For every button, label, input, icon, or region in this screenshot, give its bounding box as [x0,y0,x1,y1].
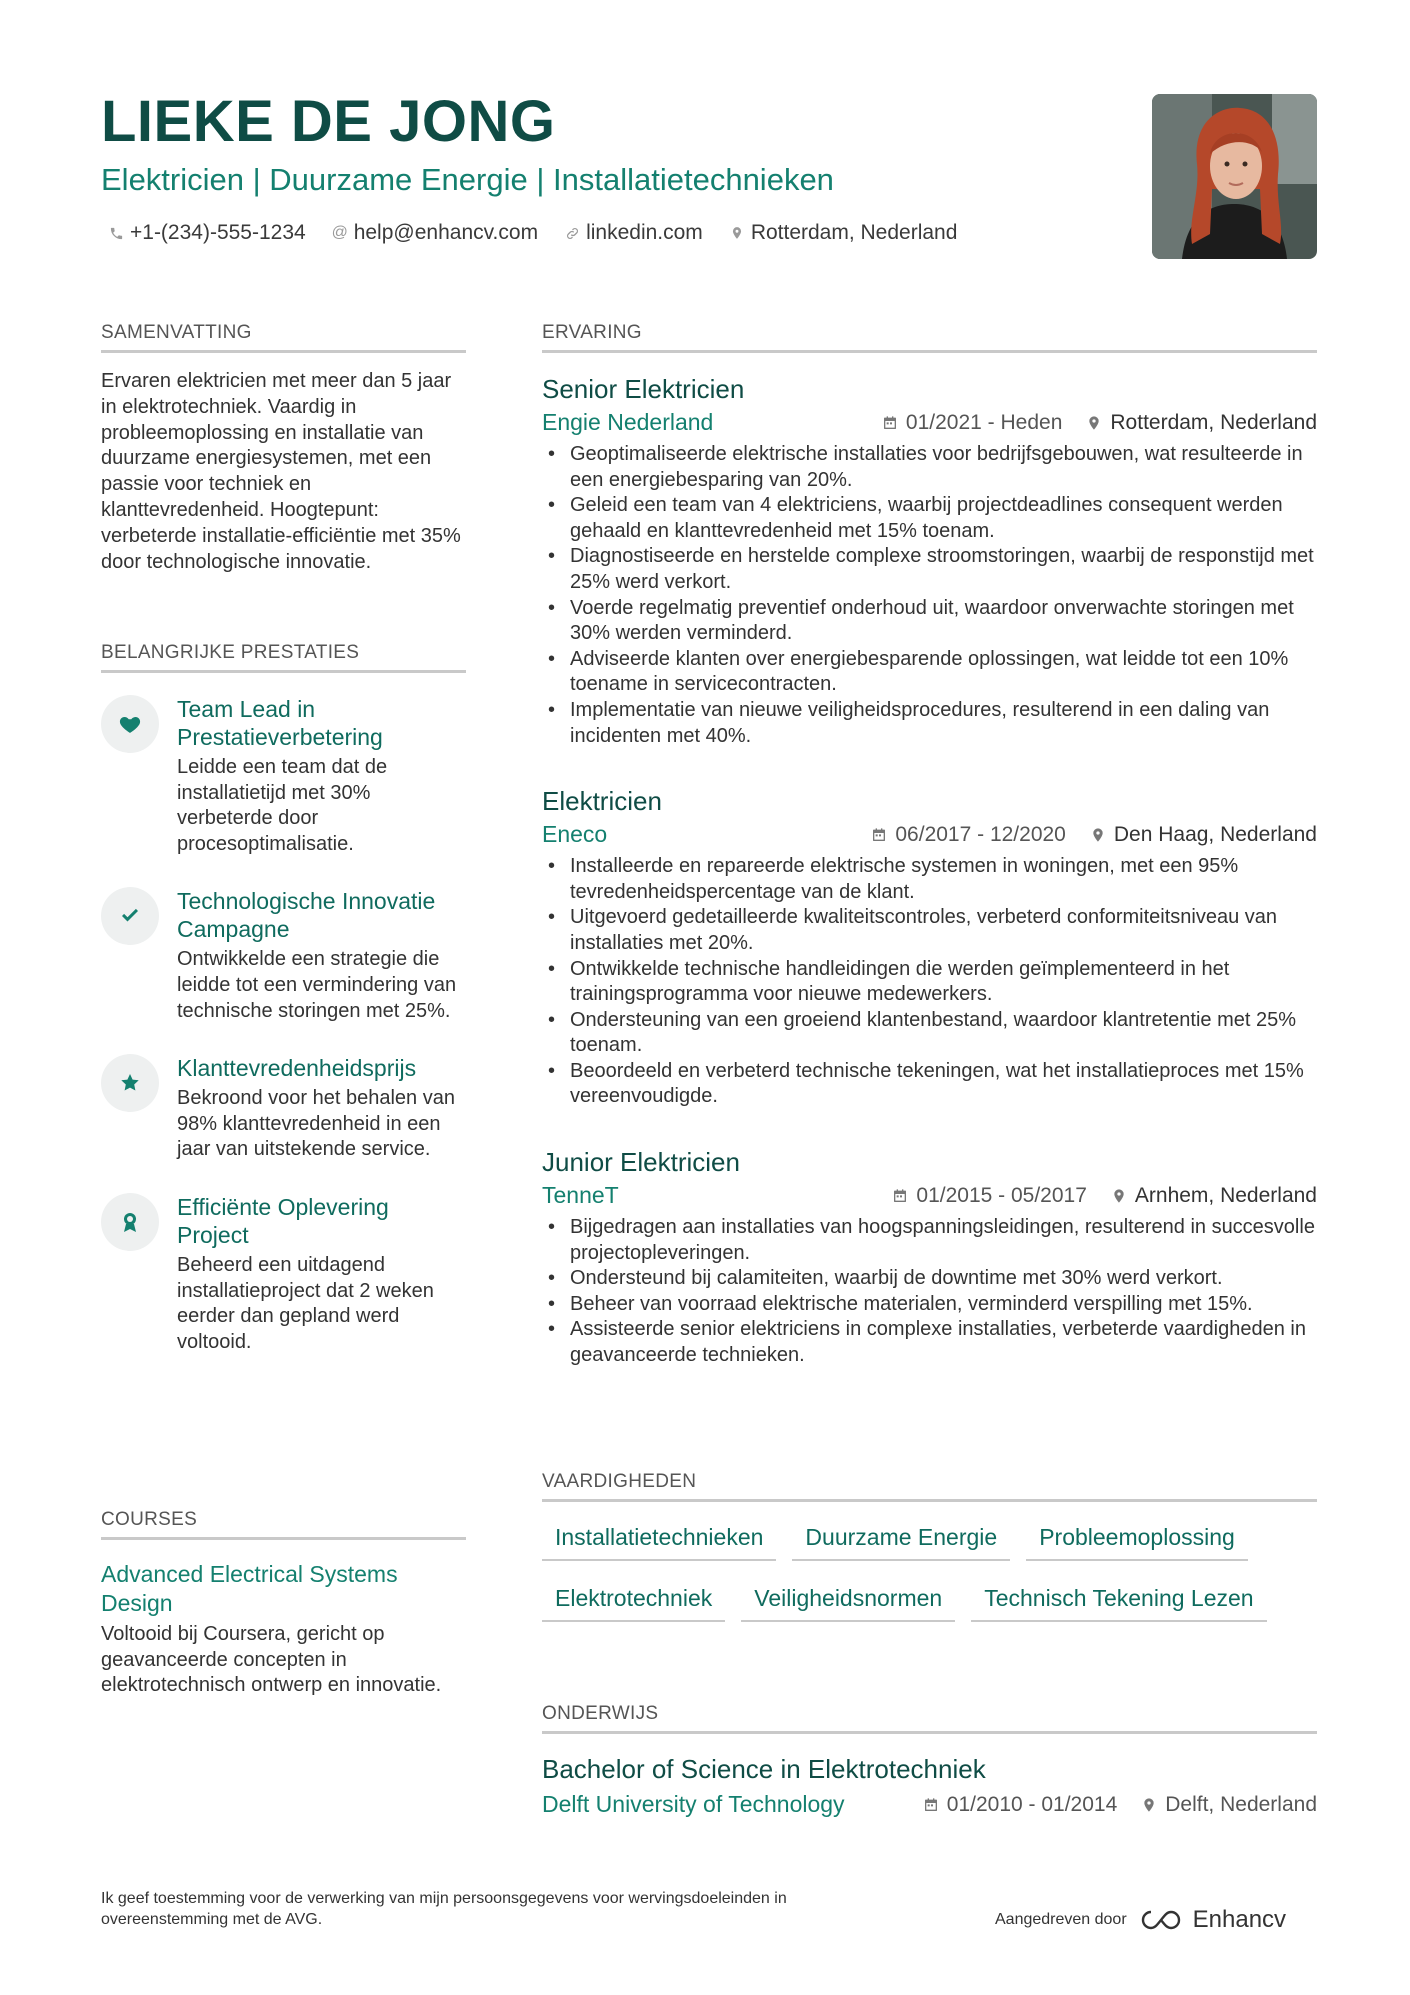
course-description: Voltooid bij Coursera, gericht op geavanceerde concepten in elektrotechnisch ontwerp en innovatie. [101,1623,442,1697]
achievement-title: Team Lead in Prestatieverbetering [177,696,383,750]
email-text: help@enhancv.com [353,221,539,244]
candidate-headline: Elektricien | Duurzame Energie | Installatietechnieken [101,162,834,197]
education-heading: ONDERWIJS [542,1703,1317,1734]
job-location: Den Haag, Nederland [1113,822,1317,846]
job-bullet: • Adviseerde klanten over energiebesparende oplossingen, wat leidde tot een 10% toename in servicecontracten. [542,647,1317,698]
experience-section [542,322,1317,1369]
experience-heading: ERVARING [542,322,1317,353]
achievement-item [101,887,466,1024]
job-bullet: • Ondersteund bij calamiteiten, waarbij de downtime met 30% werd verkort. [542,1266,1317,1292]
powered-by[interactable] [995,1906,1286,1934]
candidate-name: LIEKE DE JONG [101,89,556,154]
achievement-description: Leidde een team dat de installatietijd met 30% verbeterde door procesoptimalisatie. [177,756,388,855]
skill-tag: Elektrotechniek [542,1581,725,1622]
location-pin-icon [1090,827,1106,843]
skill-tag: Duurzame Energie [792,1520,1010,1561]
job-bullets [542,1215,1317,1369]
job-bullet: • Geleid een team van 4 elektriciens, waarbij projectdeadlines consequent werden gehaald en klanttevredenheid met 15% toenam. [542,493,1317,544]
job-entry [542,1146,1317,1369]
achievement-item [101,695,466,857]
skill-tag: Technisch Tekening Lezen [971,1581,1266,1622]
skills-heading: VAARDIGHEDEN [542,1471,1317,1502]
location-pin-icon [1111,1188,1127,1204]
linkedin-text: linkedin.com [586,221,703,244]
profile-photo [1152,94,1317,259]
location-pin-icon [1086,415,1102,431]
at-icon: @ [331,224,348,241]
job-bullet: • Beoordeeld en verbeterd technische tekeningen, wat het installatieproces met 15% vereenvoudigde. [542,1059,1317,1110]
powered-by-label: Aangedreven door [995,1911,1127,1928]
achievement-title: Klanttevredenheidsprijs [177,1055,417,1082]
calendar-icon [923,1797,939,1813]
job-bullet: • Installeerde en repareerde elektrische systemen in woningen, met een 95% tevredenheidspercentage van de klant. [542,854,1317,905]
job-bullet: • Ondersteuning van een groeiend klantenbestand, waardoor klantretentie met 25% toenam. [542,1008,1317,1059]
job-entry [542,373,1317,749]
job-dates: 01/2021 - Heden [905,410,1063,434]
job-bullet: • Uitgevoerd gedetailleerde kwaliteitscontroles, verbeterd conformiteitsniveau van installaties met 20%. [542,905,1317,956]
job-company: TenneT [542,1182,619,1209]
heart-icon [101,695,159,753]
job-title: Senior Elektricien [542,374,745,404]
star-icon [101,1054,159,1112]
achievements-section [101,642,466,1355]
achievement-description: Beheerd een uitdagend installatieproject dat 2 weken eerder dan gepland werd voltooid. [177,1253,434,1353]
job-title: Elektricien [542,786,662,817]
job-dates: 06/2017 - 12/2020 [895,822,1066,846]
enhancv-logo-icon [1139,1908,1185,1932]
job-title: Junior Elektricien [542,1147,740,1178]
contact-location [729,221,958,245]
job-bullet: • Voerde regelmatig preventief onderhoud uit, waardoor onverwachte storingen met 30% werden verminderd. [542,596,1317,647]
location-text: Rotterdam, Nederland [750,221,958,244]
calendar-icon [892,1188,908,1204]
course-title: Advanced Electrical Systems Design [101,1561,398,1616]
achievement-title: Technologische Innovatie Campagne [177,888,436,943]
gdpr-consent: Ik geef toestemming voor de verwerking van mijn persoonsgegevens voor wervingsdoeleinden in overeenstemming met de AVG. [101,1890,787,1928]
summary-heading: SAMENVATTING [101,322,466,353]
skill-tag: Veiligheidsnormen [741,1581,955,1622]
summary-section [101,322,466,575]
achievements-heading: BELANGRIJKE PRESTATIES [101,642,466,673]
check-icon [101,887,159,945]
courses-heading: COURSES [101,1509,466,1540]
job-bullet: • Geoptimaliseerde elektrische installaties voor bedrijfsgebouwen, wat resulteerde in een energiebesparing van 20%. [542,442,1317,493]
job-entry [542,785,1317,1110]
job-bullet: • Assisteerde senior elektriciens in complexe installaties, verbeterde vaardigheden in geavanceerde technieken. [542,1317,1317,1368]
job-bullet: • Ontwikkelde technische handleidingen die werden geïmplementeerd in het trainingsprogramma voor nieuwe medewerkers. [542,957,1317,1008]
contact-bar [108,221,957,245]
calendar-icon [882,415,898,431]
skills-section [542,1471,1317,1622]
phone-icon [108,226,124,241]
phone-text: +1-(234)-555-1234 [130,221,306,244]
achievement-description: Ontwikkelde een strategie die leidde tot een vermindering van technische storingen met 25%. [177,948,457,1022]
courses-section [101,1509,466,1699]
education-school: Delft University of Technology [542,1791,845,1817]
contact-linkedin[interactable] [564,221,703,245]
job-company: Eneco [542,821,608,848]
achievement-item [101,1054,466,1163]
job-bullet: • Beheer van voorraad elektrische materialen, verminderd verspilling met 15%. [542,1292,1317,1318]
achievement-title: Efficiënte Oplevering Project [177,1193,389,1248]
skill-tag: Probleemoplossing [1026,1520,1248,1561]
skill-tag: Installatietechnieken [542,1520,776,1561]
education-section [542,1703,1317,1818]
job-bullets [542,854,1317,1110]
calendar-icon [871,827,887,843]
enhancv-brand: Enhancv [1192,1906,1287,1933]
job-bullet: • Implementatie van nieuwe veiligheidsprocedures, resulterend in een daling van incidenten met 40%. [542,698,1317,749]
contact-email[interactable] [332,221,538,245]
award-icon [101,1193,159,1251]
job-location: Arnhem, Nederland [1134,1183,1317,1207]
summary-text: Ervaren elektricien met meer dan 5 jaar in elektrotechniek. Vaardig in probleemoplossing en installatie van duurzame energiesystemen, met een passie voor techniek en klanttevredenheid. Hoogtepunt: verbeterde installatie-efficiëntie met 35% door technologische innovatie. [101,370,461,573]
achievement-description: Bekroond voor het behalen van 98% klanttevredenheid in een jaar van uitstekende service. [177,1087,455,1161]
education-degree: Bachelor of Science in Elektrotechniek [542,1754,986,1784]
achievement-item [101,1193,466,1355]
job-bullet: • Diagnostiseerde en herstelde complexe stroomstoringen, waarbij de responstijd met 25% werd verkort. [542,544,1317,595]
job-bullet: • Bijgedragen aan installaties van hoogspanningsleidingen, resulterend in succesvolle projectopleveringen. [542,1215,1317,1266]
job-company: Engie Nederland [542,409,714,435]
job-location: Rotterdam, Nederland [1110,410,1317,434]
education-dates: 01/2010 - 01/2014 [946,1792,1118,1816]
location-pin-icon [1141,1797,1157,1813]
education-location: Delft, Nederland [1165,1792,1317,1816]
job-bullets [542,442,1317,749]
link-icon [564,226,580,241]
job-dates: 01/2015 - 05/2017 [916,1183,1087,1207]
contact-phone[interactable] [108,221,306,245]
location-pin-icon [729,225,745,241]
